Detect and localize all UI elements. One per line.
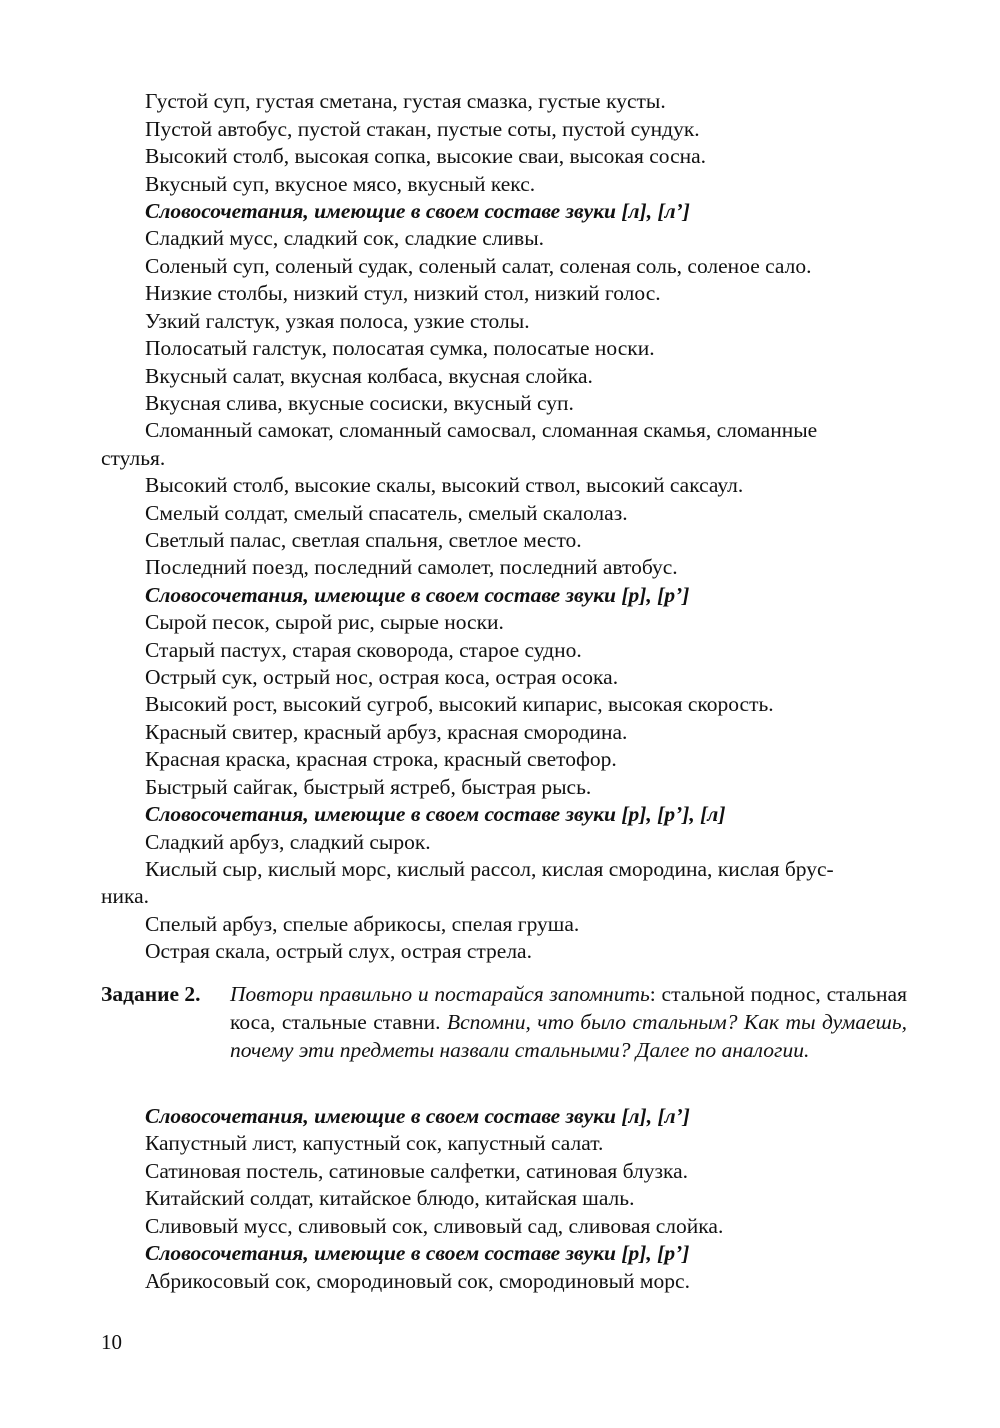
text-line: Соленый суп, соленый судак, соленый салат, соленая соль, соленое сало. [145,254,812,278]
text-line: Сладкий арбуз, сладкий сырок. [145,830,431,854]
text-line: Красный свитер, красный арбуз, красная смородина. [145,720,628,744]
task-label: Задание 2. [101,982,201,1006]
text-line: Острый сук, острый нос, острая коса, острая осока. [145,665,619,689]
text-line-continuation: стулья. [101,446,166,470]
text-line: Узкий галстук, узкая полоса, узкие столы. [145,309,530,333]
text-line: Вкусная слива, вкусные сосиски, вкусный суп. [145,391,574,415]
text-line: Сломанный самокат, сломанный самосвал, сломанная скамья, сломанные [145,418,818,442]
text-line: Смелый солдат, смелый спасатель, смелый скалолаз. [145,501,628,525]
text-line: Красная краска, красная строка, красный светофор. [145,747,617,771]
section-heading: Словосочетания, имеющие в своем составе звуки [р], [р’] [145,1241,690,1265]
text-line: Сатиновая постель, сатиновые салфетки, сатиновая блузка. [145,1159,689,1183]
text-line: Спелый арбуз, спелые абрикосы, спелая груша. [145,912,580,936]
text-line: Сырой песок, сырой рис, сырые носки. [145,610,504,634]
text-line: Светлый палас, светлая спальня, светлое место. [145,528,582,552]
section-heading: Словосочетания, имеющие в своем составе звуки [р], [р’] [145,583,690,607]
text-line-continuation: ника. [101,884,150,908]
text-line: Высокий столб, высокая сопка, высокие сваи, высокая сосна. [145,144,707,168]
text-line: Высокий рост, высокий сугроб, высокий кипарис, высокая скорость. [145,692,774,716]
text-line: Капустный лист, капустный сок, капустный салат. [145,1131,604,1155]
text-line: Сладкий мусс, сладкий сок, сладкие сливы. [145,226,545,250]
text-line: Китайский солдат, китайское блюдо, китайская шаль. [145,1186,635,1210]
page-number: 10 [101,1330,122,1354]
text-line: Вкусный суп, вкусное мясо, вкусный кекс. [145,172,536,196]
text-line: Густой суп, густая сметана, густая смазка, густые кусты. [145,89,666,113]
task-instructions: Повтори правильно и постарайся запомнить: стальной поднос, стальная коса, стальные ставни. Вспомни, что было стальным? Как ты думаешь, почему эти предметы назвали стальными? Далее по аналогии. [230,982,908,1062]
section-heading: Словосочетания, имеющие в своем составе звуки [р], [р’], [л] [145,802,726,826]
text-line: Полосатый галстук, полосатая сумка, полосатые носки. [145,336,655,360]
text-line: Низкие столбы, низкий стул, низкий стол, низкий голос. [145,281,661,305]
text-line: Абрикосовый сок, смородиновый сок, смородиновый морс. [145,1269,690,1293]
text-line: Вкусный салат, вкусная колбаса, вкусная слойка. [145,364,593,388]
text-line: Пустой автобус, пустой стакан, пустые соты, пустой сундук. [145,117,700,141]
text-line: Острая скала, острый слух, острая стрела. [145,939,532,963]
section-heading: Словосочетания, имеющие в своем составе звуки [л], [л’] [145,1104,690,1128]
text-line: Последний поезд, последний самолет, последний автобус. [145,555,678,579]
text-line: Быстрый сайгак, быстрый ястреб, быстрая рысь. [145,775,592,799]
text-line: Кислый сыр, кислый морс, кислый рассол, кислая смородина, кислая брус- [145,857,834,881]
text-line: Высокий столб, высокие скалы, высокий ствол, высокий саксаул. [145,473,744,497]
text-line: Старый пастух, старая сковорода, старое судно. [145,638,582,662]
text-line: Сливовый мусс, сливовый сок, сливовый сад, сливовая слойка. [145,1214,724,1238]
section-heading: Словосочетания, имеющие в своем составе звуки [л], [л’] [145,199,690,223]
